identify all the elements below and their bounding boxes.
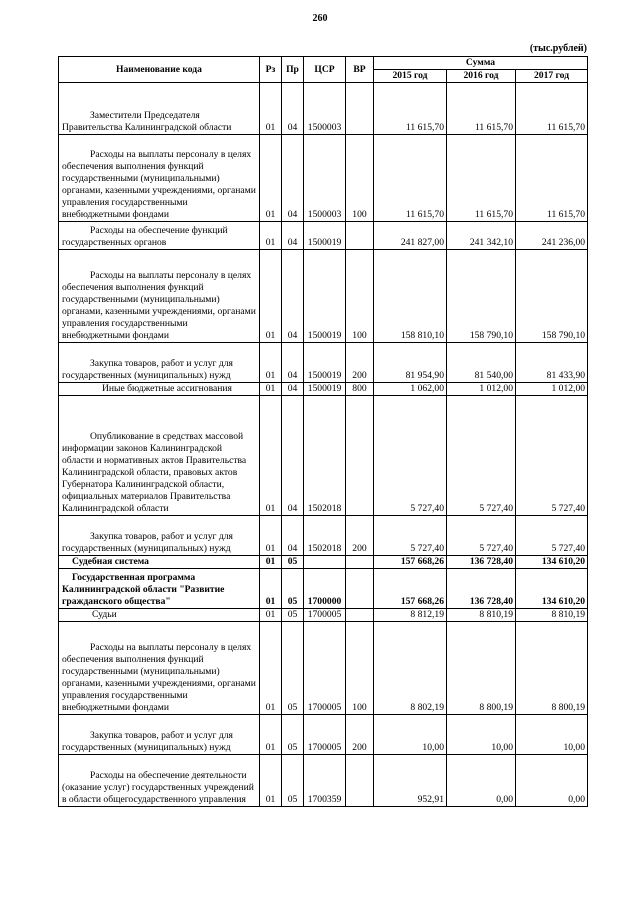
row-pr: 05 [282, 609, 304, 622]
table-row [59, 622, 588, 715]
row-rz: 01 [260, 609, 282, 622]
row-vr [346, 83, 374, 135]
table-row [59, 609, 588, 622]
row-2015: 5 727,40 [374, 516, 447, 556]
row-pr: 05 [282, 715, 304, 755]
table-row [59, 222, 588, 250]
row-2017: 5 727,40 [516, 396, 588, 516]
row-rz: 01 [260, 222, 282, 250]
row-vr: 200 [346, 715, 374, 755]
table-row [59, 569, 588, 609]
table-row [59, 83, 588, 135]
row-csr: 1700005 [304, 715, 346, 755]
row-name: Расходы на обеспечение функций государственных органов [59, 222, 260, 250]
row-2016: 1 012,00 [447, 383, 516, 396]
row-pr: 05 [282, 556, 304, 569]
row-2017: 5 727,40 [516, 516, 588, 556]
row-csr: 1500019 [304, 383, 346, 396]
row-vr: 200 [346, 343, 374, 383]
row-rz: 01 [260, 556, 282, 569]
row-rz: 01 [260, 383, 282, 396]
row-vr: 100 [346, 250, 374, 343]
row-rz: 01 [260, 622, 282, 715]
row-name: Расходы на выплаты персоналу в целях обеспечения выполнения функций государственными (муниципальными) органами, казенными учреждениями, органами управления государственными внебюджетными фондами [59, 135, 260, 222]
row-2016: 11 615,70 [447, 83, 516, 135]
row-2017: 11 615,70 [516, 135, 588, 222]
row-name: Закупка товаров, работ и услуг для государственных (муниципальных) нужд [59, 516, 260, 556]
row-csr: 1500003 [304, 135, 346, 222]
row-name: Заместители Председателя Правительства Калининградской области [59, 83, 260, 135]
row-2015: 157 668,26 [374, 569, 447, 609]
header-csr: ЦСР [304, 57, 346, 83]
table-row [59, 343, 588, 383]
row-csr: 1500019 [304, 222, 346, 250]
budget-table [58, 56, 588, 807]
header-2016: 2016 год [447, 70, 516, 83]
row-2016: 136 728,40 [447, 556, 516, 569]
row-vr [346, 609, 374, 622]
row-rz: 01 [260, 516, 282, 556]
table-row [59, 755, 588, 807]
page-number: 260 [312, 13, 328, 24]
row-pr: 04 [282, 343, 304, 383]
header-name: Наименование кода [59, 57, 260, 83]
row-pr: 05 [282, 569, 304, 609]
row-2015: 5 727,40 [374, 396, 447, 516]
row-2017: 0,00 [516, 755, 588, 807]
row-2015: 157 668,26 [374, 556, 447, 569]
row-name: Судьи [59, 609, 260, 622]
row-2017: 134 610,20 [516, 556, 588, 569]
row-csr: 1700005 [304, 609, 346, 622]
header-2015: 2015 год [374, 70, 447, 83]
row-2015: 11 615,70 [374, 135, 447, 222]
header-vr: ВР [346, 57, 374, 83]
row-rz: 01 [260, 755, 282, 807]
row-2017: 1 012,00 [516, 383, 588, 396]
row-pr: 04 [282, 383, 304, 396]
row-2015: 241 827,00 [374, 222, 447, 250]
row-2016: 81 540,00 [447, 343, 516, 383]
row-pr: 05 [282, 622, 304, 715]
header-rz: Рз [260, 57, 282, 83]
row-name: Иные бюджетные ассигнования [59, 383, 260, 396]
row-vr [346, 222, 374, 250]
row-rz: 01 [260, 396, 282, 516]
row-name: Закупка товаров, работ и услуг для государственных (муниципальных) нужд [59, 343, 260, 383]
row-name: Расходы на выплаты персоналу в целях обеспечения выполнения функций государственными (муниципальными) органами, казенными учреждениями, органами управления государственными внебюджетными фондами [59, 250, 260, 343]
row-2016: 11 615,70 [447, 135, 516, 222]
row-rz: 01 [260, 83, 282, 135]
row-pr: 04 [282, 83, 304, 135]
row-vr [346, 396, 374, 516]
table-row [59, 135, 588, 222]
row-rz: 01 [260, 250, 282, 343]
row-vr [346, 569, 374, 609]
header-sum: Сумма [374, 57, 588, 70]
table-row [59, 715, 588, 755]
row-name: Закупка товаров, работ и услуг для государственных (муниципальных) нужд [59, 715, 260, 755]
table-row [59, 250, 588, 343]
row-2017: 241 236,00 [516, 222, 588, 250]
row-2017: 158 790,10 [516, 250, 588, 343]
row-vr [346, 755, 374, 807]
row-name: Государственная программа Калининградской области "Развитие гражданского общества" [59, 569, 260, 609]
row-2016: 8 810,19 [447, 609, 516, 622]
row-csr: 1500019 [304, 250, 346, 343]
row-vr: 800 [346, 383, 374, 396]
row-csr [304, 556, 346, 569]
row-csr: 1502018 [304, 396, 346, 516]
row-vr: 100 [346, 622, 374, 715]
row-rz: 01 [260, 343, 282, 383]
row-name: Судебная система [59, 556, 260, 569]
row-pr: 04 [282, 250, 304, 343]
table-row [59, 516, 588, 556]
row-2015: 81 954,90 [374, 343, 447, 383]
row-2016: 136 728,40 [447, 569, 516, 609]
row-pr: 04 [282, 222, 304, 250]
row-2015: 1 062,00 [374, 383, 447, 396]
row-name: Расходы на обеспечение деятельности (оказание услуг) государственных учреждений в области общегосударственного управления [59, 755, 260, 807]
row-2015: 158 810,10 [374, 250, 447, 343]
row-csr: 1500019 [304, 343, 346, 383]
row-pr: 04 [282, 516, 304, 556]
unit-label: (тыс.рублей) [529, 43, 587, 54]
row-2016: 5 727,40 [447, 396, 516, 516]
header-pr: Пр [282, 57, 304, 83]
row-2017: 8 800,19 [516, 622, 588, 715]
row-pr: 04 [282, 396, 304, 516]
row-rz: 01 [260, 135, 282, 222]
table-row [59, 396, 588, 516]
row-2016: 8 800,19 [447, 622, 516, 715]
row-csr: 1700000 [304, 569, 346, 609]
row-pr: 04 [282, 135, 304, 222]
row-vr [346, 556, 374, 569]
row-csr: 1700359 [304, 755, 346, 807]
row-2016: 0,00 [447, 755, 516, 807]
row-pr: 05 [282, 755, 304, 807]
row-2017: 81 433,90 [516, 343, 588, 383]
row-name: Опубликование в средствах массовой информации законов Калининградской области и нормативных актов Правительства Калининградской области, правовых актов Губернатора Калининградской области, официальных материалов Правительства Калининградской области [59, 396, 260, 516]
row-2016: 10,00 [447, 715, 516, 755]
table-row [59, 383, 588, 396]
row-2017: 8 810,19 [516, 609, 588, 622]
header-2017: 2017 год [516, 70, 588, 83]
row-2016: 5 727,40 [447, 516, 516, 556]
row-vr: 200 [346, 516, 374, 556]
row-2016: 241 342,10 [447, 222, 516, 250]
row-vr: 100 [346, 135, 374, 222]
row-2015: 8 802,19 [374, 622, 447, 715]
row-2015: 952,91 [374, 755, 447, 807]
row-csr: 1502018 [304, 516, 346, 556]
row-2017: 10,00 [516, 715, 588, 755]
table-row [59, 556, 588, 569]
row-2017: 11 615,70 [516, 83, 588, 135]
row-csr: 1700005 [304, 622, 346, 715]
row-2017: 134 610,20 [516, 569, 588, 609]
row-2015: 11 615,70 [374, 83, 447, 135]
row-2015: 10,00 [374, 715, 447, 755]
row-csr: 1500003 [304, 83, 346, 135]
row-rz: 01 [260, 715, 282, 755]
row-rz: 01 [260, 569, 282, 609]
row-name: Расходы на выплаты персоналу в целях обеспечения выполнения функций государственными (муниципальными) органами, казенными учреждениями, органами управления государственными внебюджетными фондами [59, 622, 260, 715]
row-2016: 158 790,10 [447, 250, 516, 343]
row-2015: 8 812,19 [374, 609, 447, 622]
